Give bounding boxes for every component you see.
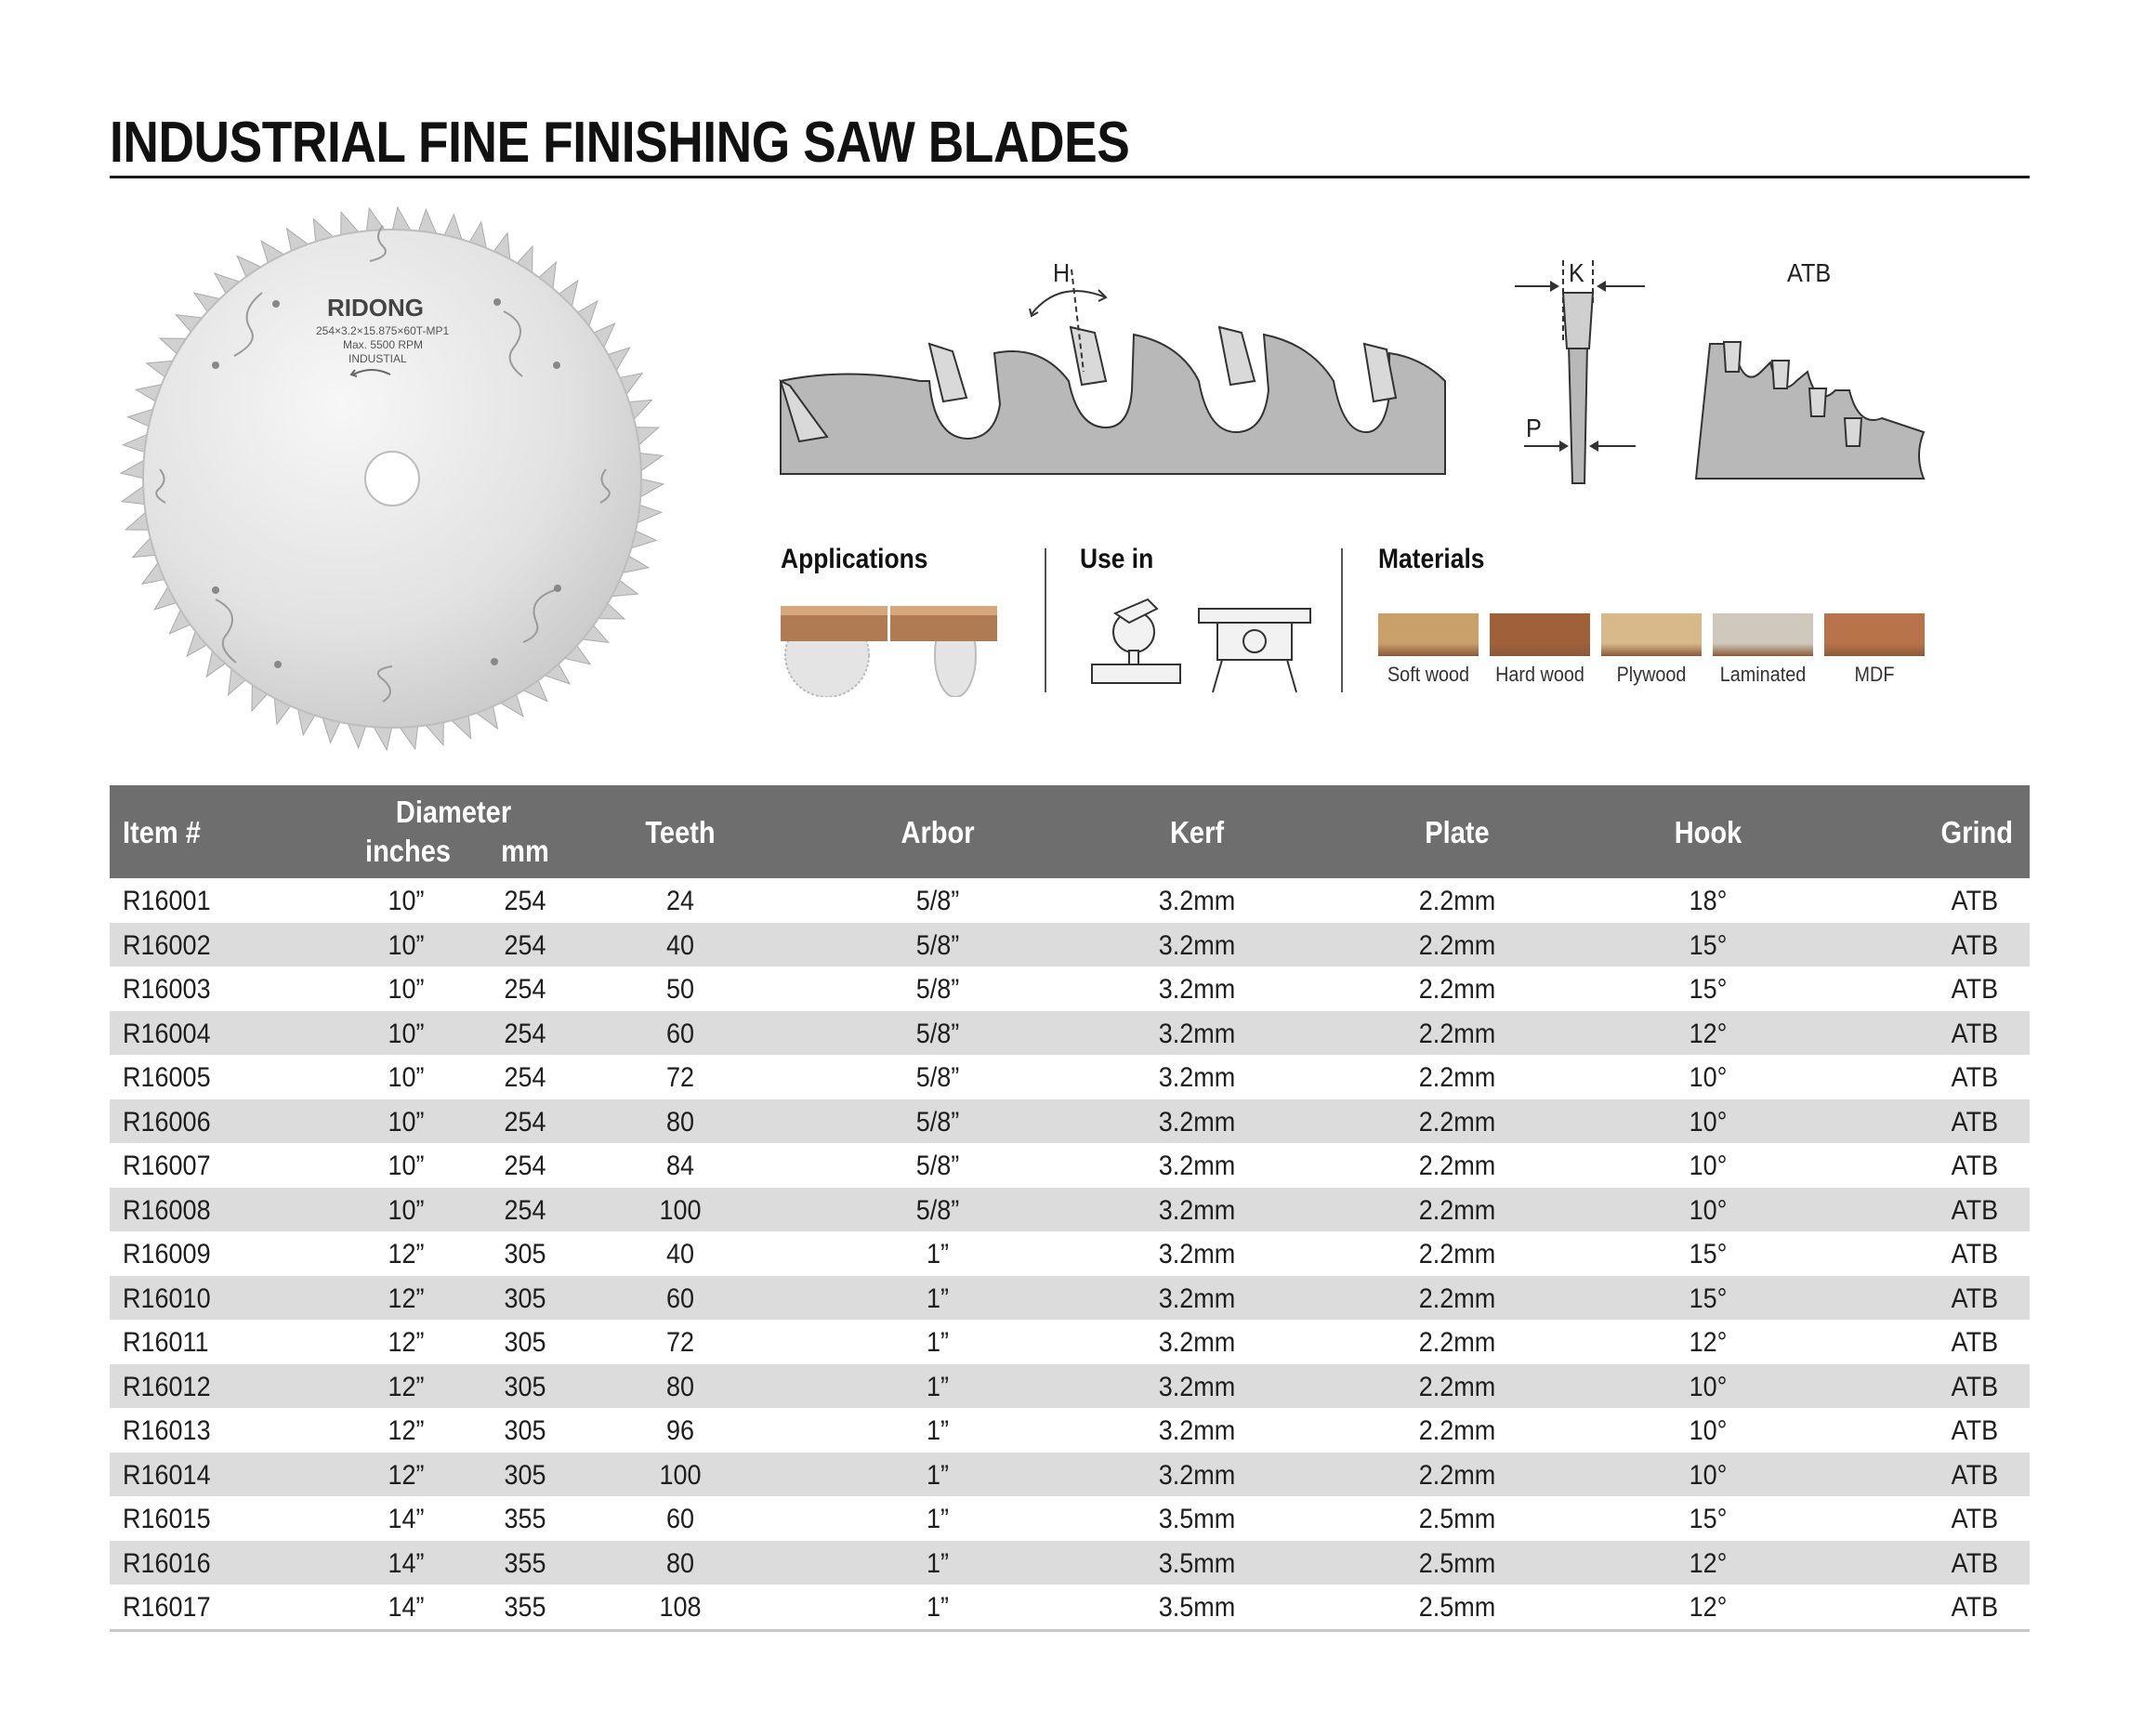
cell-mm: 254 — [504, 1018, 546, 1049]
cell-arbor: 1” — [926, 1371, 950, 1402]
cell-teeth: 100 — [659, 1459, 702, 1491]
cell-hook: 12° — [1689, 1018, 1728, 1049]
cell-kerf: 3.2mm — [1158, 1239, 1236, 1269]
cell-arbor: 5/8” — [915, 1018, 960, 1049]
material-label: Plywood — [1616, 663, 1687, 686]
cell-arbor: 5/8” — [915, 1106, 960, 1138]
cell-hook: 18° — [1689, 886, 1728, 916]
material-swatch — [1713, 613, 1813, 656]
cell-mm: 305 — [504, 1327, 546, 1358]
blade-spec: 254×3.2×15.875×60T-MP1 — [316, 324, 450, 337]
cell-item: R16011 — [123, 1327, 209, 1358]
cell-inches: 10” — [388, 974, 425, 1005]
cell-grind: ATB — [1951, 886, 1998, 916]
header-teeth: Teeth — [645, 815, 716, 849]
cell-teeth: 60 — [665, 1018, 695, 1049]
cell-inches: 14” — [388, 1547, 425, 1579]
cell-mm: 254 — [504, 1106, 546, 1138]
table-row — [110, 1143, 2030, 1188]
cell-hook: 10° — [1689, 1062, 1728, 1093]
materials-heading: Materials — [1378, 544, 1485, 574]
cell-kerf: 3.2mm — [1158, 1459, 1236, 1491]
cell-grind: ATB — [1951, 1018, 1998, 1049]
table-header — [110, 785, 2030, 878]
cell-grind: ATB — [1951, 1327, 1998, 1358]
cell-inches: 10” — [388, 1018, 425, 1049]
cell-kerf: 3.2mm — [1158, 1371, 1236, 1402]
miter-saw-image — [1078, 595, 1190, 697]
cell-kerf: 3.2mm — [1158, 1018, 1236, 1049]
cell-hook: 10° — [1689, 1194, 1728, 1226]
material-label: Laminated — [1719, 663, 1807, 686]
cell-hook: 12° — [1689, 1547, 1728, 1579]
cell-grind: ATB — [1951, 1371, 1998, 1402]
cell-hook: 10° — [1689, 1459, 1728, 1491]
cell-kerf: 3.5mm — [1158, 1592, 1236, 1623]
cell-mm: 305 — [504, 1239, 546, 1269]
cell-plate: 2.2mm — [1418, 1327, 1496, 1358]
cell-grind: ATB — [1951, 1194, 1998, 1226]
cell-grind: ATB — [1951, 1547, 1998, 1579]
table-row — [110, 1055, 2030, 1099]
cell-plate: 2.2mm — [1418, 1371, 1496, 1402]
application-rip-image — [890, 595, 997, 697]
cell-plate: 2.2mm — [1418, 929, 1496, 961]
cell-mm: 355 — [504, 1504, 546, 1534]
cell-inches: 14” — [388, 1592, 425, 1623]
cell-plate: 2.2mm — [1418, 1018, 1496, 1049]
cell-grind: ATB — [1951, 1592, 1998, 1623]
cell-inches: 10” — [388, 1106, 425, 1138]
cell-plate: 2.2mm — [1418, 1194, 1496, 1226]
cell-item: R16008 — [123, 1194, 211, 1226]
table-row — [110, 1496, 2030, 1541]
cell-hook: 10° — [1689, 1151, 1728, 1181]
cell-item: R16012 — [123, 1371, 211, 1402]
kerf-label: K — [1569, 258, 1584, 287]
cell-kerf: 3.5mm — [1158, 1547, 1236, 1579]
cell-item: R16004 — [123, 1018, 211, 1049]
cell-item: R16013 — [123, 1415, 211, 1446]
cell-teeth: 100 — [659, 1194, 702, 1226]
cell-grind: ATB — [1951, 974, 1998, 1005]
cell-mm: 254 — [504, 1062, 546, 1093]
cell-teeth: 80 — [665, 1547, 695, 1579]
cell-plate: 2.2mm — [1418, 1415, 1496, 1446]
cell-inches: 10” — [388, 886, 425, 916]
table-row — [110, 1231, 2030, 1276]
cell-teeth: 84 — [665, 1151, 695, 1181]
cell-plate: 2.2mm — [1418, 1062, 1496, 1093]
table-row — [110, 1453, 2030, 1497]
cell-arbor: 1” — [926, 1504, 950, 1534]
cell-kerf: 3.2mm — [1158, 1062, 1236, 1093]
cell-kerf: 3.2mm — [1158, 929, 1236, 961]
applications-heading: Applications — [781, 544, 928, 574]
material-swatch — [1378, 613, 1479, 656]
cell-plate: 2.2mm — [1418, 1151, 1496, 1181]
cell-grind: ATB — [1951, 1106, 1998, 1138]
cell-grind: ATB — [1951, 1282, 1998, 1314]
cell-plate: 2.5mm — [1418, 1504, 1496, 1534]
cell-item: R16005 — [123, 1062, 211, 1093]
cell-item: R16007 — [123, 1151, 211, 1181]
cell-kerf: 3.2mm — [1158, 1415, 1236, 1446]
material-label: Soft wood — [1387, 663, 1470, 686]
cell-teeth: 24 — [665, 886, 695, 916]
cell-inches: 12” — [388, 1415, 425, 1446]
cell-mm: 254 — [504, 1151, 546, 1181]
header-diameter: Diameter — [395, 795, 512, 829]
cell-inches: 12” — [388, 1327, 425, 1358]
cell-inches: 10” — [388, 1151, 425, 1181]
cell-item: R16016 — [123, 1547, 211, 1579]
cell-hook: 15° — [1689, 1504, 1728, 1534]
cell-inches: 12” — [388, 1239, 425, 1269]
cell-item: R16001 — [123, 886, 211, 916]
blade-type: INDUSTIAL — [348, 352, 407, 365]
cell-hook: 15° — [1689, 1282, 1728, 1314]
blade-rpm: Max. 5500 RPM — [343, 338, 424, 351]
cell-kerf: 3.2mm — [1158, 1282, 1236, 1314]
material-swatch — [1601, 613, 1702, 656]
atb-label: ATB — [1787, 258, 1832, 287]
cell-mm: 254 — [504, 929, 546, 961]
table-row — [110, 923, 2030, 967]
cell-inches: 10” — [388, 929, 425, 961]
cell-arbor: 5/8” — [915, 929, 960, 961]
cell-grind: ATB — [1951, 1504, 1998, 1534]
product-table — [110, 785, 2030, 1632]
cell-teeth: 60 — [665, 1504, 695, 1534]
table-body — [110, 878, 2030, 1629]
material-swatch — [1824, 613, 1925, 656]
header-kerf: Kerf — [1169, 815, 1225, 849]
cell-inches: 10” — [388, 1062, 425, 1093]
cell-item: R16009 — [123, 1239, 211, 1269]
cell-plate: 2.2mm — [1418, 974, 1496, 1005]
cell-kerf: 3.2mm — [1158, 1151, 1236, 1181]
cell-mm: 305 — [504, 1459, 546, 1491]
table-row — [110, 1320, 2030, 1364]
cell-arbor: 5/8” — [915, 1062, 960, 1093]
cell-teeth: 96 — [665, 1415, 695, 1446]
cell-item: R16003 — [123, 974, 211, 1005]
cell-arbor: 1” — [926, 1415, 950, 1446]
cell-mm: 305 — [504, 1415, 546, 1446]
arbor-hole — [365, 452, 419, 506]
header-mm: mm — [501, 834, 549, 868]
plate-label: P — [1526, 414, 1542, 442]
cell-plate: 2.2mm — [1418, 886, 1496, 916]
application-crosscut-image — [781, 595, 888, 697]
cell-grind: ATB — [1951, 1239, 1998, 1269]
table-row — [110, 1099, 2030, 1144]
cell-mm: 254 — [504, 1194, 546, 1226]
cell-arbor: 5/8” — [915, 1194, 960, 1226]
cell-teeth: 108 — [659, 1592, 702, 1623]
cell-item: R16010 — [123, 1282, 211, 1314]
cell-teeth: 40 — [665, 1239, 695, 1269]
cell-mm: 355 — [504, 1592, 546, 1623]
table-row — [110, 1364, 2030, 1409]
cell-inches: 14” — [388, 1504, 425, 1534]
material-label: Hard wood — [1495, 663, 1584, 686]
cell-arbor: 1” — [926, 1282, 950, 1314]
cell-item: R16017 — [123, 1592, 211, 1623]
cell-grind: ATB — [1951, 1062, 1998, 1093]
cell-inches: 12” — [388, 1282, 425, 1314]
cell-arbor: 1” — [926, 1547, 950, 1579]
cell-arbor: 1” — [926, 1239, 950, 1269]
cell-plate: 2.5mm — [1418, 1547, 1496, 1579]
cell-mm: 355 — [504, 1547, 546, 1579]
cell-kerf: 3.2mm — [1158, 1194, 1236, 1226]
cell-item: R16015 — [123, 1504, 211, 1534]
table-saw-image — [1190, 595, 1320, 697]
cell-hook: 10° — [1689, 1106, 1728, 1138]
header-hook: Hook — [1674, 815, 1742, 849]
cell-arbor: 1” — [926, 1592, 950, 1623]
cell-teeth: 80 — [665, 1371, 695, 1402]
cell-mm: 254 — [504, 886, 546, 916]
title-divider — [110, 176, 2030, 178]
blade-brand: RIDONG — [327, 294, 424, 322]
cell-teeth: 60 — [665, 1282, 695, 1314]
cell-grind: ATB — [1951, 1415, 1998, 1446]
material-label: MDF — [1854, 663, 1895, 686]
cell-hook: 15° — [1689, 974, 1728, 1005]
cell-hook: 10° — [1689, 1415, 1728, 1446]
cell-inches: 10” — [388, 1194, 425, 1226]
cell-hook: 10° — [1689, 1371, 1728, 1402]
cell-mm: 305 — [504, 1282, 546, 1314]
cell-inches: 12” — [388, 1371, 425, 1402]
cell-arbor: 5/8” — [915, 974, 960, 1005]
cell-arbor: 5/8” — [915, 1151, 960, 1181]
table-row — [110, 1585, 2030, 1629]
hook-angle-label: H — [1053, 258, 1071, 287]
cell-hook: 12° — [1689, 1327, 1728, 1358]
cell-plate: 2.2mm — [1418, 1459, 1496, 1491]
cell-plate: 2.2mm — [1418, 1239, 1496, 1269]
cell-kerf: 3.2mm — [1158, 974, 1236, 1005]
table-row — [110, 878, 2030, 923]
cell-plate: 2.2mm — [1418, 1282, 1496, 1314]
cell-hook: 15° — [1689, 1239, 1728, 1269]
cell-kerf: 3.5mm — [1158, 1504, 1236, 1534]
cell-teeth: 50 — [665, 974, 695, 1005]
table-row — [110, 1541, 2030, 1585]
cell-teeth: 72 — [665, 1327, 695, 1358]
cell-teeth: 40 — [665, 929, 695, 961]
material-swatch — [1490, 613, 1590, 656]
tooth-profile-diagram — [771, 242, 1459, 483]
saw-blade-image — [104, 200, 680, 776]
cell-grind: ATB — [1951, 1459, 1998, 1491]
header-plate: Plate — [1425, 815, 1490, 849]
cell-mm: 254 — [504, 974, 546, 1005]
table-row — [110, 1188, 2030, 1232]
cell-item: R16014 — [123, 1459, 211, 1491]
cell-kerf: 3.2mm — [1158, 1106, 1236, 1138]
cell-grind: ATB — [1951, 1151, 1998, 1181]
cell-hook: 15° — [1689, 929, 1728, 961]
table-bottom-rule — [110, 1629, 2030, 1632]
cell-grind: ATB — [1951, 929, 1998, 961]
table-row — [110, 1276, 2030, 1321]
cell-arbor: 1” — [926, 1459, 950, 1491]
cell-arbor: 1” — [926, 1327, 950, 1358]
header-item: Item # — [123, 815, 201, 849]
cell-item: R16006 — [123, 1106, 211, 1138]
cell-kerf: 3.2mm — [1158, 1327, 1236, 1358]
header-grind: Grind — [1940, 815, 2013, 849]
cell-arbor: 5/8” — [915, 886, 960, 916]
page-title: INDUSTRIAL FINE FINISHING SAW BLADES — [110, 111, 1130, 175]
cell-kerf: 3.2mm — [1158, 886, 1236, 916]
table-row — [110, 1408, 2030, 1453]
table-row — [110, 967, 2030, 1011]
table-row — [110, 1011, 2030, 1056]
cell-plate: 2.2mm — [1418, 1106, 1496, 1138]
section-divider — [1341, 548, 1343, 692]
header-inches: inches — [365, 834, 452, 868]
section-divider — [1045, 548, 1046, 692]
cell-teeth: 80 — [665, 1106, 695, 1138]
cell-teeth: 72 — [665, 1062, 695, 1093]
use-in-heading: Use in — [1080, 544, 1154, 574]
cell-inches: 12” — [388, 1459, 425, 1491]
header-arbor: Arbor — [901, 815, 975, 849]
cell-hook: 12° — [1689, 1592, 1728, 1623]
cell-mm: 305 — [504, 1371, 546, 1402]
cell-item: R16002 — [123, 929, 211, 961]
cell-plate: 2.5mm — [1418, 1592, 1496, 1623]
